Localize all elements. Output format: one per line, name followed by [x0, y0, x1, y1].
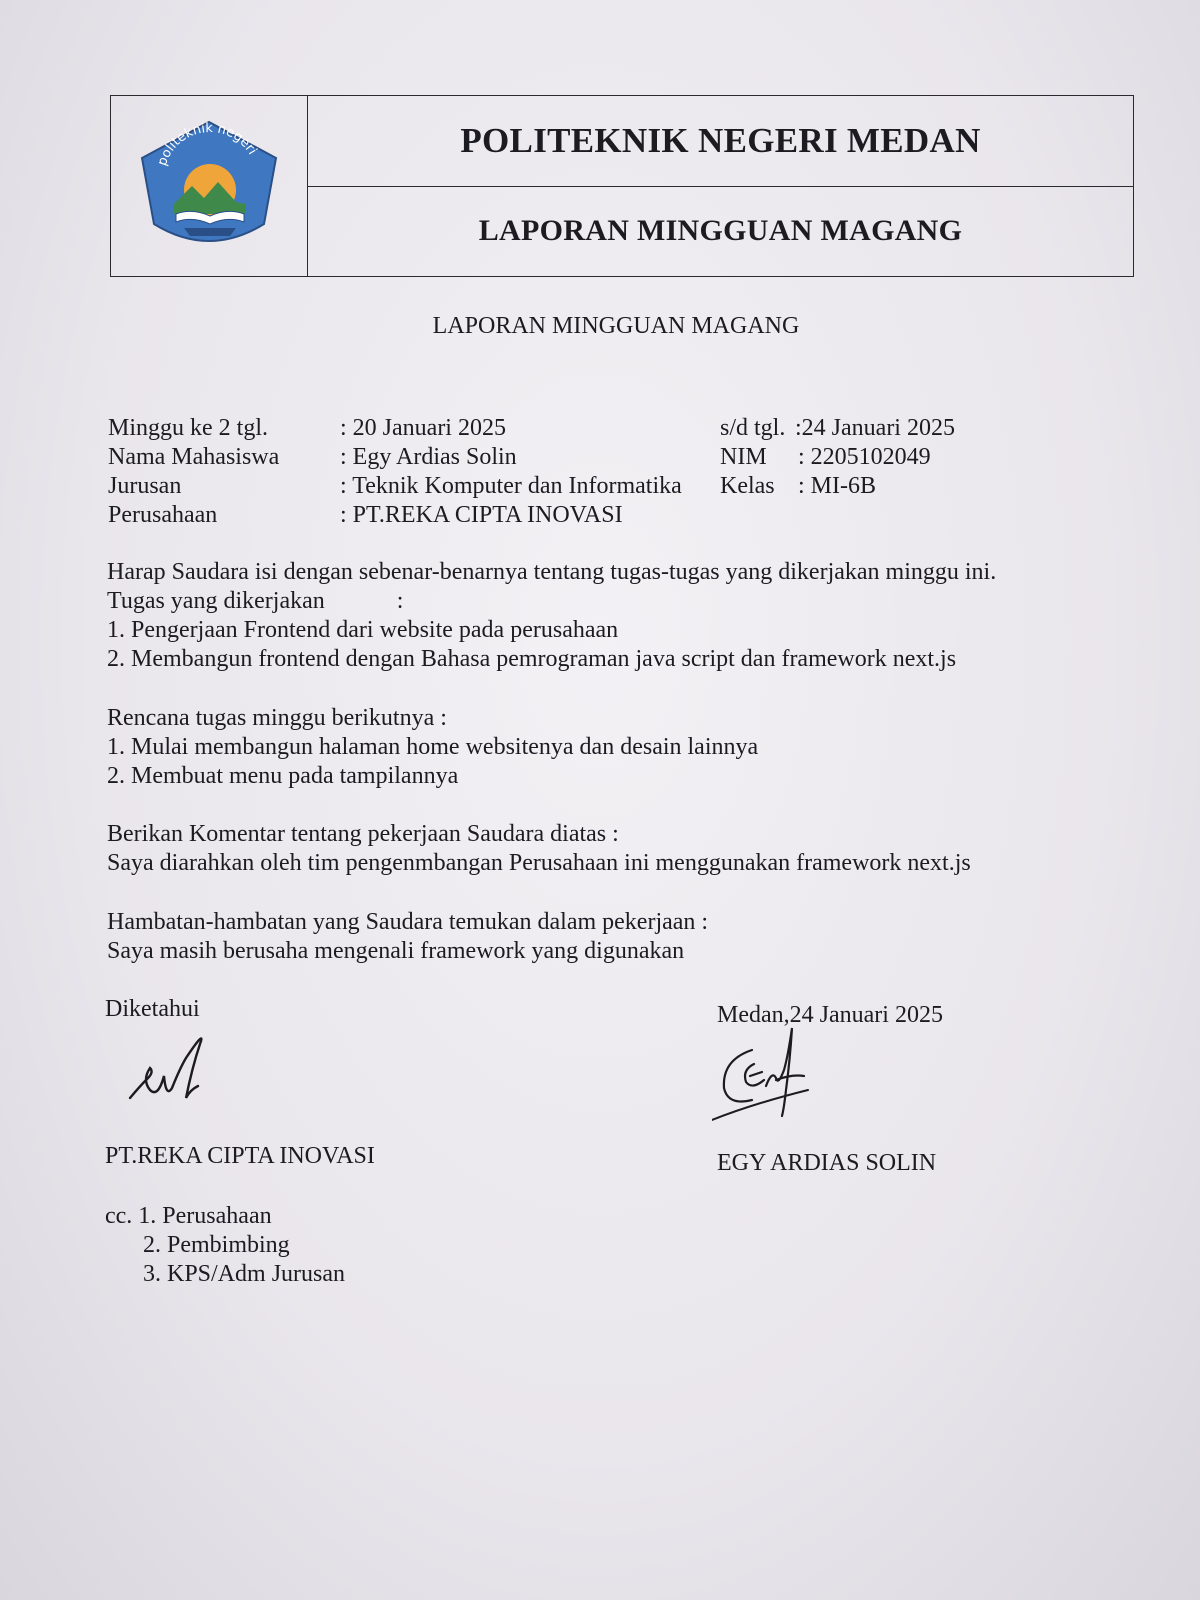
company-value: : PT.REKA CIPTA INOVASI — [340, 502, 623, 528]
nim-value: : 2205102049 — [798, 444, 931, 470]
class-label: Kelas — [720, 473, 775, 499]
logo-text: politeknik negeri — [154, 120, 260, 168]
tasks-heading: Tugas yang dikerjakan — [107, 588, 325, 614]
tasks-heading-colon: : — [396, 588, 404, 614]
class-value: : MI-6B — [798, 473, 876, 499]
report-type-title: LAPORAN MINGGUAN MAGANG — [478, 214, 963, 248]
company-signature — [120, 1028, 230, 1118]
cc-item: cc. 1. Perusahaan — [105, 1203, 272, 1229]
cc-list — [105, 1202, 345, 1289]
tasks-instruction: Harap Saudara isi dengan sebenar-benarnya tentang tugas-tugas yang dikerjakan minggu ini. — [107, 559, 997, 585]
student-signature — [712, 1020, 832, 1140]
week-label: Minggu ke 2 tgl. — [108, 415, 268, 441]
nim-label: NIM — [720, 444, 767, 470]
obstacles-heading: Hambatan-hambatan yang Saudara temukan dalam pekerjaan : — [107, 909, 709, 935]
polmed-logo-icon — [134, 116, 284, 256]
acknowledged-label: Diketahui — [105, 996, 200, 1022]
plan-item: 1. Mulai membangun halaman home websitenya dan desain lainnya — [107, 734, 759, 760]
institution-name: POLITEKNIK NEGERI MEDAN — [308, 96, 1133, 187]
task-item: 2. Membangun frontend dengan Bahasa pemrograman java script dan framework next.js — [107, 646, 957, 672]
company-name: PT.REKA CIPTA INOVASI — [105, 1143, 375, 1169]
cc-item: 2. Pembimbing — [143, 1232, 290, 1258]
until-value: :24 Januari 2025 — [795, 415, 955, 441]
logo-cell — [111, 96, 308, 276]
comment-heading: Berikan Komentar tentang pekerjaan Saudara diatas : — [107, 821, 619, 847]
letterhead-titles — [308, 96, 1133, 276]
week-value: : 20 Januari 2025 — [340, 415, 506, 441]
place-date: Medan,24 Januari 2025 — [717, 1002, 943, 1028]
tasks-section — [107, 558, 996, 674]
tasks-heading-line — [107, 587, 996, 616]
comment-text: Saya diarahkan oleh tim pengenmbangan Perusahaan ini menggunakan framework next.js — [107, 850, 971, 876]
major-value: : Teknik Komputer dan Informatika — [340, 473, 682, 499]
obstacles-section — [107, 908, 708, 966]
comment-section — [107, 820, 971, 878]
task-item: 1. Pengerjaan Frontend dari website pada perusahaan — [107, 617, 619, 643]
until-label: s/d tgl. — [720, 415, 786, 441]
plan-section — [107, 704, 758, 791]
company-label: Perusahaan — [108, 502, 218, 528]
name-label: Nama Mahasiswa — [108, 444, 280, 470]
document-title: LAPORAN MINGGUAN MAGANG — [432, 313, 800, 339]
student-name: EGY ARDIAS SOLIN — [717, 1150, 937, 1176]
plan-heading: Rencana tugas minggu berikutnya : — [107, 705, 447, 731]
major-label: Jurusan — [108, 473, 182, 499]
letterhead — [110, 95, 1134, 277]
name-value: : Egy Ardias Solin — [340, 444, 517, 470]
obstacles-text: Saya masih berusaha mengenali framework yang digunakan — [107, 938, 685, 964]
plan-item: 2. Membuat menu pada tampilannya — [107, 763, 459, 789]
cc-item: 3. KPS/Adm Jurusan — [143, 1261, 346, 1287]
